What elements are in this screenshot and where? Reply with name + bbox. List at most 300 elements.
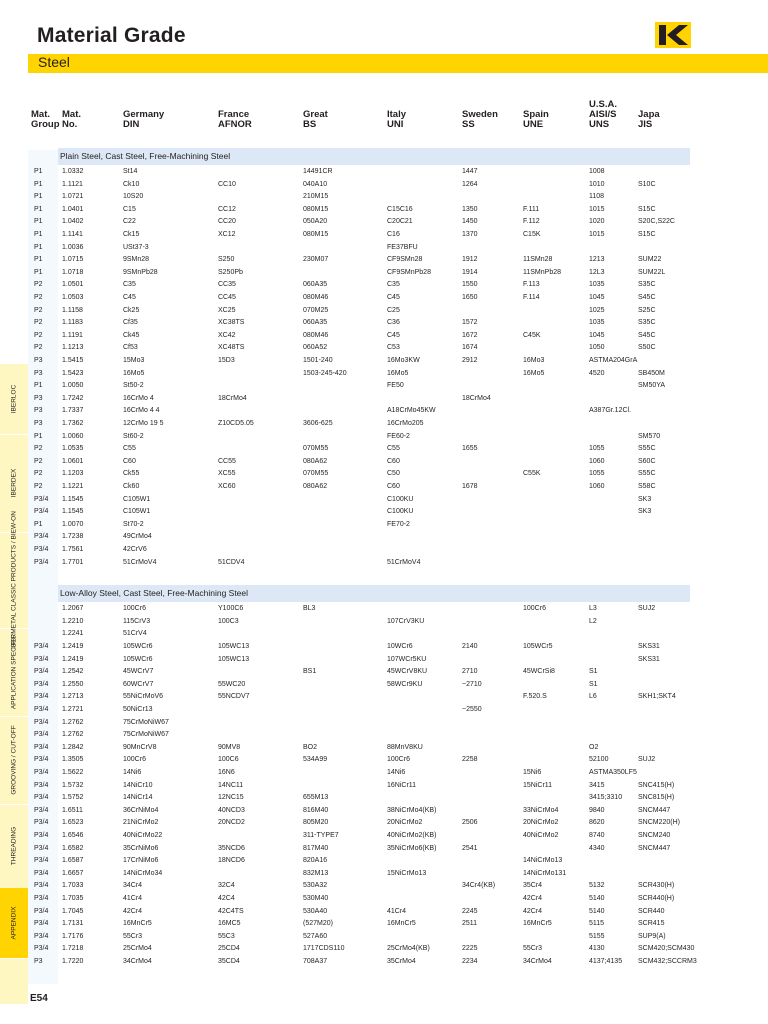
table-cell: SNC815(H): [638, 794, 675, 802]
table-cell: 49CrMo4: [123, 533, 152, 541]
table-cell: 51CrMoV4: [387, 558, 421, 566]
cell-group: P2: [34, 331, 43, 339]
table-cell: 38NiCrMo4(KB): [387, 806, 437, 814]
table-cell: St14: [123, 168, 138, 175]
table-cell: SNCM240: [638, 832, 671, 839]
side-tab-0[interactable]: [0, 364, 28, 435]
table-cell: C53: [387, 344, 400, 352]
table-cell: 100C6: [218, 756, 239, 764]
table-cell: 41Cr4: [387, 907, 407, 915]
table-cell: 1.1121: [62, 180, 83, 188]
table-cell: 1.7362: [62, 420, 84, 427]
table-cell: 060A35: [303, 319, 328, 327]
cell-group: P1: [34, 432, 43, 440]
table-cell: 5132: [589, 882, 605, 890]
table-cell: 1.7701: [62, 558, 84, 566]
table-cell: BS1: [303, 668, 317, 676]
table-cell: 1.5622: [62, 769, 84, 776]
side-tab-label: APPENDIX: [10, 906, 18, 940]
table-cell: 1650: [462, 294, 478, 301]
table-cell: 1035: [589, 281, 605, 289]
cell-group: P3/4: [34, 806, 49, 814]
table-cell: 5140: [589, 907, 605, 915]
table-cell: FE37BFU: [387, 243, 418, 251]
table-cell: 15D3: [218, 357, 235, 364]
table-cell: F.112: [523, 218, 540, 226]
table-cell: 42Cr4: [523, 895, 543, 902]
table-cell: 1.1213: [62, 344, 84, 352]
table-cell: 16Mo3: [523, 357, 545, 364]
table-cell: 14NiCr10: [123, 781, 153, 789]
table-cell: CC20: [218, 218, 236, 226]
table-cell: 14Ni6: [387, 769, 406, 776]
cell-group: P3/4: [34, 558, 49, 566]
table-cell: 2912: [462, 357, 478, 364]
cell-group: P3/4: [34, 668, 49, 676]
table-cell: SCR415: [638, 920, 665, 928]
table-cell: 3415;3310: [589, 794, 623, 802]
cell-group: P3/4: [34, 693, 49, 701]
table-cell: 832M13: [303, 869, 329, 877]
cell-group: P2: [34, 483, 43, 490]
table-cell: SNC415(H): [638, 781, 675, 789]
table-cell: FE50: [387, 382, 404, 390]
table-cell: 107WCr5KU: [387, 655, 427, 663]
table-cell: 12L3: [589, 268, 605, 276]
table-cell: 1.6511: [62, 806, 83, 814]
cell-group: P2: [34, 445, 43, 453]
table-cell: CF9SMnPb28: [387, 268, 431, 276]
table-cell: 55WC20: [218, 680, 246, 688]
table-cell: 1678: [462, 483, 478, 490]
side-tab-3[interactable]: [0, 628, 28, 717]
table-cell: 51CrV4: [123, 630, 147, 638]
table-cell: S250Pb: [218, 268, 243, 276]
table-cell: S45C: [638, 331, 656, 339]
table-cell: 1045: [589, 331, 605, 339]
table-cell: 35NiCrMo6(KB): [387, 844, 437, 852]
table-cell: XC60: [218, 483, 236, 490]
table-cell: 2225: [462, 945, 478, 953]
table-cell: FE70-2: [387, 520, 410, 528]
table-cell: BO2: [303, 743, 318, 751]
table-cell: 1674: [462, 344, 478, 352]
table-cell: XC25: [218, 306, 236, 314]
table-cell: 1.6582: [62, 844, 84, 852]
table-cell: S15C: [638, 205, 656, 213]
table-cell: S50C: [638, 344, 656, 352]
table-cell: 34Cr4: [123, 882, 143, 890]
cell-group: P3/4: [34, 781, 49, 789]
table-cell: O2: [589, 743, 599, 751]
table-cell: C25: [387, 306, 400, 314]
table-cell: 100Cr6: [387, 756, 410, 764]
table-cell: 12CrMo 19 5: [123, 420, 164, 427]
cell-group: P3/4: [34, 533, 49, 541]
table-cell: 1.7337: [62, 407, 84, 415]
table-cell: 16CrMo205: [387, 420, 424, 427]
table-cell: 16MC5: [218, 920, 241, 928]
table-cell: 1.1158: [62, 306, 83, 314]
table-cell: SCM420;SCM430: [638, 945, 695, 953]
table-cell: C60: [387, 457, 400, 465]
table-cell: 25CD4: [218, 945, 240, 953]
table-cell: 75CrMoNiW67: [123, 718, 169, 726]
table-cell: SM570: [638, 432, 661, 440]
table-cell: 60WCrV7: [123, 680, 154, 688]
table-cell: 40NCD3: [218, 806, 245, 814]
cell-group: P1: [34, 520, 43, 528]
cell-group: P3/4: [34, 495, 49, 503]
table-cell: 1717CDS110: [303, 945, 345, 953]
side-tab-label: THREADING: [10, 826, 18, 866]
table-cell: 55NiCrMoV6: [123, 693, 164, 701]
table-cell: 42Cr4: [123, 907, 143, 915]
table-cell: 1.7218: [62, 945, 84, 953]
table-cell: St70-2: [123, 520, 144, 528]
table-cell: 1.0050: [62, 382, 84, 390]
table-cell: 5155: [589, 932, 605, 940]
table-cell: 15Mo3: [123, 357, 145, 364]
cell-group: P2: [34, 281, 43, 289]
header-japan: Japa JIS: [638, 109, 660, 130]
table-cell: 1.0070: [62, 520, 84, 528]
table-cell: 1.1203: [62, 470, 84, 478]
table-cell: L2: [589, 617, 597, 625]
table-cell: 060A35: [303, 281, 328, 289]
table-cell: 16CrMo 4: [123, 394, 154, 402]
table-cell: 1060: [589, 483, 605, 490]
table-cell: 42C4: [218, 895, 235, 902]
cell-group: P3/4: [34, 819, 49, 827]
table-cell: 1.2762: [62, 718, 84, 726]
table-cell: 2511: [462, 920, 478, 928]
table-cell: 51CrMoV4: [123, 558, 157, 566]
table-cell: C45: [387, 294, 400, 301]
page-title: Material Grade: [37, 24, 186, 47]
table-cell: 080M15: [303, 231, 329, 238]
table-cell: 816M40: [303, 806, 329, 814]
table-cell: 45WCrV7: [123, 668, 154, 676]
table-cell: 42CrV6: [123, 546, 147, 553]
brand-logo-icon: [655, 22, 691, 48]
table-cell: 1.2419: [62, 643, 84, 650]
table-cell: ~2550: [462, 706, 482, 713]
table-cell: S58C: [638, 483, 656, 490]
table-cell: 16Mo5: [387, 369, 409, 377]
table-cell: 40NiCrMo2(KB): [387, 832, 437, 839]
table-cell: 817M40: [303, 844, 329, 852]
table-cell: 534A99: [303, 756, 328, 764]
table-cell: 2506: [462, 819, 478, 827]
table-cell: 708A37: [303, 958, 328, 965]
table-cell: 12NC15: [218, 794, 244, 802]
table-cell: S1: [589, 668, 598, 676]
cell-group: P2: [34, 344, 43, 352]
table-cell: 90MV8: [218, 743, 241, 751]
table-cell: 8740: [589, 832, 605, 839]
table-cell: S10C: [638, 180, 656, 188]
table-cell: 88MnV8KU: [387, 743, 423, 751]
table-cell: 1.7045: [62, 907, 84, 915]
table-cell: 1.7242: [62, 394, 84, 402]
table-cell: 1.7561: [62, 546, 84, 553]
table-cell: SKH1;SKT4: [638, 693, 676, 701]
table-cell: 8620: [589, 819, 605, 827]
section-header: [58, 148, 690, 165]
table-cell: L6: [589, 693, 597, 701]
table-cell: (527M20): [303, 920, 333, 928]
table-cell: 1060: [589, 457, 605, 465]
table-cell: 1503-245-420: [303, 369, 347, 377]
table-cell: 107CrV3KU: [387, 617, 425, 625]
table-cell: L3: [589, 605, 597, 613]
table-cell: 070M25: [303, 306, 329, 314]
table-cell: 20NiCrMo2: [523, 819, 559, 827]
table-cell: C45: [387, 331, 400, 339]
table-cell: XC48TS: [218, 344, 245, 352]
table-cell: 14NiCrMo34: [123, 869, 163, 877]
table-cell: C15: [123, 205, 136, 213]
table-cell: FE60-2: [387, 432, 410, 440]
table-cell: 2245: [462, 907, 478, 915]
table-cell: C100KU: [387, 508, 414, 516]
table-cell: 40NiCrMo2: [523, 832, 559, 839]
table-cell: 080A62: [303, 483, 328, 490]
cell-group: P1: [34, 218, 43, 226]
table-cell: 34CrMo4: [523, 958, 552, 965]
table-cell: C45: [123, 294, 136, 301]
table-cell: 1655: [462, 445, 478, 453]
table-cell: 45WCrV8KU: [387, 668, 428, 676]
cell-group: P3/4: [34, 794, 49, 802]
table-cell: 1.0718: [62, 268, 84, 276]
table-cell: 1.6546: [62, 832, 84, 839]
cell-group: P3: [34, 369, 43, 377]
cell-group: P3/4: [34, 869, 49, 877]
table-cell: C105W1: [123, 495, 151, 503]
table-cell: 1.0332: [62, 168, 84, 175]
table-cell: 4130: [589, 945, 605, 953]
table-cell: C16: [387, 231, 400, 238]
table-cell: C60: [387, 483, 400, 490]
table-cell: F.114: [523, 294, 540, 301]
table-cell: 1370: [462, 231, 478, 238]
table-cell: 1.0601: [62, 457, 84, 465]
table-cell: 16MnCr5: [387, 920, 416, 928]
table-cell: 17CrNiMo6: [123, 857, 159, 865]
table-cell: 530A32: [303, 882, 328, 890]
table-cell: C105W1: [123, 508, 151, 516]
cell-group: P2: [34, 294, 43, 301]
table-cell: 14NiCrMo13: [523, 857, 563, 865]
cell-group: P2: [34, 457, 43, 465]
table-cell: C55: [387, 445, 400, 453]
table-cell: 1.7035: [62, 895, 84, 902]
table-cell: C45K: [523, 331, 541, 339]
cell-group: P3/4: [34, 844, 49, 852]
table-cell: 1.2419: [62, 655, 84, 663]
table-cell: 080M46: [303, 294, 329, 301]
cell-group: P3/4: [34, 895, 49, 902]
cell-group: P3: [34, 407, 43, 415]
table-cell: C60: [123, 457, 136, 465]
table-cell: 2258: [462, 756, 478, 764]
table-cell: SCM432;SCCRM3: [638, 958, 697, 965]
subtitle: Steel: [38, 54, 70, 70]
table-cell: 1.1545: [62, 495, 84, 503]
table-cell: 1.5752: [62, 794, 84, 802]
table-cell: 1.1545: [62, 508, 84, 516]
subtitle-bar: [28, 54, 768, 73]
table-cell: 21NiCrMo2: [123, 819, 159, 827]
table-cell: 1264: [462, 180, 478, 188]
table-cell: 33NiCrMo4: [523, 806, 559, 814]
table-cell: C15K: [523, 231, 541, 238]
table-cell: S25C: [638, 306, 656, 314]
table-cell: 14NiCrMo131: [523, 869, 567, 877]
side-tab-2[interactable]: [0, 511, 28, 649]
table-cell: 34CrMo4: [123, 958, 152, 965]
cell-group: P3/4: [34, 655, 49, 663]
table-cell: F.111: [523, 205, 540, 213]
table-cell: 530M40: [303, 895, 329, 902]
table-cell: Ck55: [123, 470, 140, 478]
table-cell: C15C16: [387, 205, 413, 213]
table-cell: 41Cr4: [123, 895, 143, 902]
table-cell: S55C: [638, 445, 656, 453]
table-cell: C36: [387, 319, 400, 327]
table-cell: 42C4TS: [218, 907, 244, 915]
table-cell: Ck60: [123, 483, 140, 490]
header-usa: U.S.A. AISI/S UNS: [589, 99, 617, 130]
table-cell: ASTMA204GrA: [589, 357, 638, 364]
table-cell: Ck25: [123, 306, 140, 314]
table-cell: CC55: [218, 457, 236, 465]
table-cell: 16MnCr5: [523, 920, 552, 928]
table-cell: 58WCr9KU: [387, 680, 423, 688]
table-cell: 1.2550: [62, 680, 84, 688]
cell-group: P3: [34, 420, 43, 427]
table-cell: 105WCr6: [123, 643, 153, 650]
table-cell: CF9SMn28: [387, 256, 423, 264]
table-cell: SNCM447: [638, 806, 671, 814]
table-cell: 51CDV4: [218, 558, 245, 566]
table-cell: BL3: [303, 605, 316, 613]
table-cell: 105WCr6: [123, 655, 153, 663]
table-cell: Cf53: [123, 344, 138, 352]
table-cell: 45WCrSi8: [523, 668, 555, 676]
table-cell: 230M07: [303, 256, 329, 264]
table-cell: CC35: [218, 281, 236, 289]
table-cell: 100Cr6: [523, 605, 546, 613]
cell-group: P3/4: [34, 907, 49, 915]
table-cell: XC55: [218, 470, 236, 478]
cell-group: P2: [34, 470, 43, 478]
cell-group: P3/4: [34, 857, 49, 865]
side-tab-4[interactable]: [0, 716, 28, 805]
table-cell: 5115: [589, 920, 605, 928]
table-cell: 55Cr3: [123, 932, 143, 940]
table-cell: 105WC13: [218, 643, 250, 650]
table-cell: S60C: [638, 457, 656, 465]
cell-group: P3/4: [34, 680, 49, 688]
table-cell: ASTMA350LF5: [589, 769, 637, 776]
table-cell: 311-TYPE7: [303, 832, 339, 839]
side-tab-label: APPLICATION SPECIFIC: [10, 634, 18, 710]
side-tab-6[interactable]: [0, 888, 28, 959]
table-cell: Z10CD5.05: [218, 420, 254, 427]
table-cell: 1015: [589, 231, 605, 238]
side-tab-label: IBERMETAL CLASSIC PRODUCTS / BIEW-ON: [10, 511, 18, 649]
table-cell: SUM22L: [638, 268, 666, 276]
cell-group: P3: [34, 357, 43, 364]
cell-group: P1: [34, 382, 43, 390]
table-cell: 050A20: [303, 218, 328, 226]
table-cell: 1.0501: [62, 281, 84, 289]
table-cell: 1.0401: [62, 205, 84, 213]
table-cell: 1.7220: [62, 958, 84, 965]
table-cell: 115CrV3: [123, 617, 151, 625]
cell-group: P1: [34, 193, 43, 201]
cell-group: P3: [34, 958, 43, 965]
table-cell: 060A52: [303, 344, 328, 352]
table-cell: S250: [218, 256, 235, 264]
table-cell: 1.7033: [62, 882, 84, 890]
table-cell: 1.6523: [62, 819, 84, 827]
table-cell: ~2710: [462, 680, 482, 688]
cell-group: P3/4: [34, 718, 49, 726]
table-cell: 1350: [462, 205, 478, 213]
table-cell: S35C: [638, 319, 656, 327]
table-cell: 55C3: [218, 932, 235, 940]
table-cell: SUM22: [638, 256, 662, 264]
table-cell: C100KU: [387, 495, 414, 503]
table-cell: 25CrMo4: [123, 945, 152, 953]
table-cell: C35: [387, 281, 400, 289]
side-tab-5[interactable]: [0, 804, 28, 889]
table-cell: 040A10: [303, 180, 328, 188]
table-cell: F.113: [523, 281, 540, 289]
table-cell: 36CrNiMo4: [123, 806, 159, 814]
table-cell: 55NCDV7: [218, 693, 250, 701]
table-cell: 1914: [462, 268, 478, 276]
table-cell: 1010: [589, 180, 605, 188]
table-cell: 10WCr6: [387, 643, 413, 650]
table-cell: 527A60: [303, 932, 328, 940]
header-great-britain: Great BS: [303, 109, 328, 130]
table-cell: 1020: [589, 218, 605, 226]
table-cell: SCR440(H): [638, 895, 675, 902]
table-cell: 1.1191: [62, 331, 83, 339]
table-cell: 9SMn28: [123, 256, 150, 264]
table-cell: 1.2842: [62, 743, 84, 751]
table-cell: C55: [123, 445, 136, 453]
table-cell: 1.7238: [62, 533, 84, 541]
table-cell: 35Cr4: [523, 882, 543, 890]
table-cell: 1035: [589, 319, 605, 327]
table-cell: SK3: [638, 508, 652, 516]
page-number: E54: [30, 993, 48, 1004]
table-cell: SB450M: [638, 369, 665, 377]
header-germany: Germany DIN: [123, 109, 165, 130]
table-cell: Ck15: [123, 231, 140, 238]
table-cell: 16Mo5: [523, 369, 545, 377]
table-cell: 1.0535: [62, 445, 84, 453]
table-cell: S15C: [638, 231, 656, 238]
table-cell: 1450: [462, 218, 478, 226]
cell-group: P3/4: [34, 945, 49, 953]
